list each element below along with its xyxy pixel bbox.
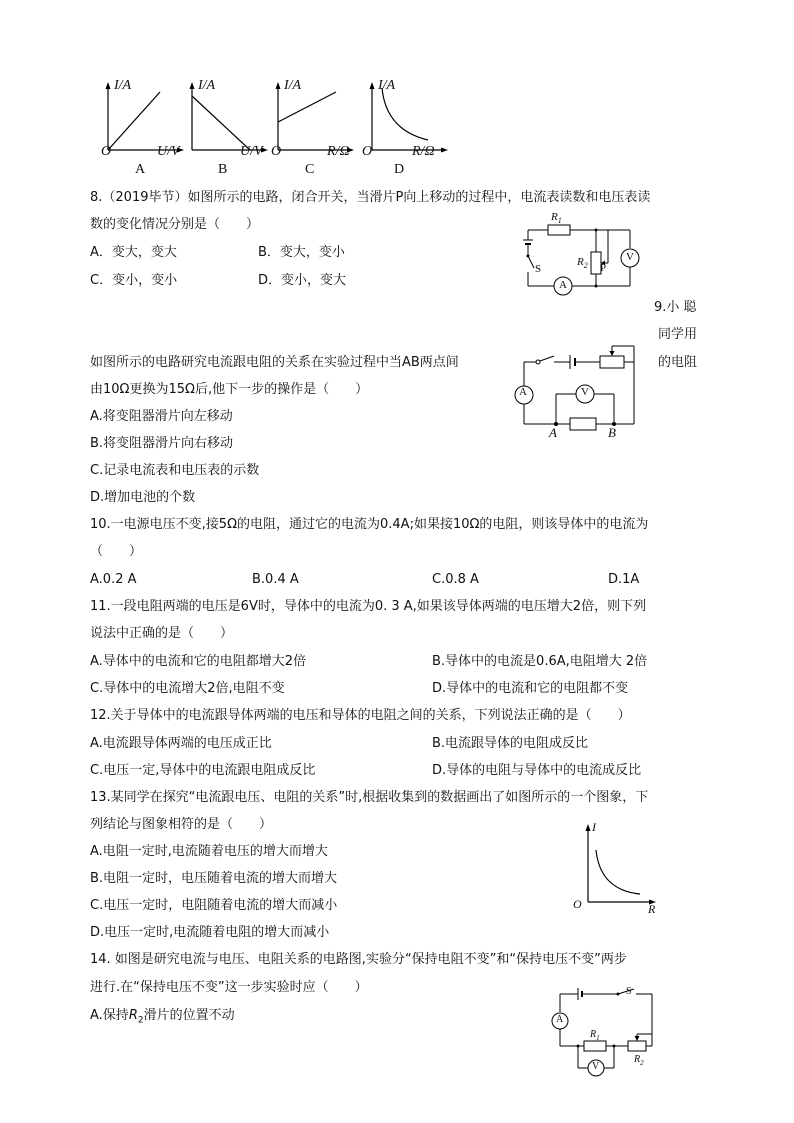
q8-s-label: S — [535, 263, 542, 275]
q14-stem-line1: 14. 如图是研究电流与电压、电阻关系的电路图,实验分“保持电阻不变”和“保持电压不变”两步 — [90, 952, 627, 967]
q9-option-c: C.记录电流表和电压表的示数 — [90, 463, 260, 478]
q13-graph — [578, 820, 658, 910]
q9-point-b-label: B — [608, 425, 616, 440]
q9-option-a: A.将变阻器滑片向左移动 — [90, 409, 233, 424]
q11-option-a: A.导体中的电流和它的电阻都增大2倍 — [90, 654, 307, 669]
q11-stem-line1: 11.一段电阻两端的电压是6V时，导体中的电流为0. 3 A,如果该导体两端的电压增大2倍，则下列 — [90, 599, 647, 614]
graph-c-ylabel: I/A — [284, 78, 302, 93]
q9-option-b: B.将变阻器滑片向右移动 — [90, 436, 234, 451]
q9-number: 9.小 聪 — [654, 300, 697, 315]
graph-c-xlabel: R/Ω — [327, 144, 350, 159]
q8-option-b: B．变大，变小 — [258, 245, 345, 260]
q8-voltmeter-label: V — [626, 251, 634, 263]
q14-r2-label: $R_2$ — [634, 1054, 644, 1067]
q10-option-c: C.0.8 A — [432, 572, 479, 587]
q12-option-d: D.导体的电阻与导体中的电流成反比 — [432, 763, 642, 778]
q13-option-b: B.电阻一定时，电压随着电流的增大而增大 — [90, 871, 338, 886]
q13-graph-xlabel: R — [648, 902, 656, 916]
q14-switch-label: S — [626, 986, 632, 997]
q14-ammeter-label: A — [556, 1014, 564, 1025]
q9-ammeter-label: A — [519, 386, 527, 398]
q9-stem-right-line2: 同学用 — [658, 327, 698, 342]
q14-option-a: A.保持$R_2$滑片的位置不动 — [90, 1008, 235, 1026]
q8-ammeter-label: A — [559, 279, 567, 291]
q9-stem-line1: 如图所示的电路研究电流跟电阻的关系在实验过程中当AB两点间 — [90, 355, 459, 370]
q10-option-d: D.1A — [608, 572, 640, 587]
q11-option-d: D.导体中的电流和它的电阻都不变 — [432, 681, 629, 696]
q13-stem-line1: 13.某同学在探究“电流跟电压、电阻的关系”时,根据收集到的数据画出了如图所示的一个图象，下 — [90, 790, 649, 805]
q12-stem: 12.关于导体中的电流跟导体两端的电压和导体的电阻之间的关系，下列说法正确的是（ ） — [90, 708, 631, 723]
graph-a-ylabel: I/A — [114, 78, 132, 93]
q13-graph-origin: O — [573, 897, 582, 911]
q8-r2-label: $R_2$ — [577, 256, 588, 271]
q14-circuit-diagram — [548, 984, 668, 1080]
q14-voltmeter-label: V — [592, 1061, 600, 1072]
q10-option-a: A.0.2 A — [90, 572, 137, 587]
graph-d-origin: O — [362, 144, 373, 159]
q8-p-label: P — [600, 262, 607, 274]
q14-stem-line2: 进行.在“保持电压不变”这一步实验时应（ ） — [90, 980, 368, 995]
q9-stem-line2: 由10Ω更换为15Ω后,他下一步的操作是（ ） — [90, 382, 369, 397]
graph-d-ylabel: I/A — [378, 78, 396, 93]
q10-option-b: B.0.4 A — [252, 572, 299, 587]
graph-d — [360, 78, 450, 178]
q14-r1-label: $R_1$ — [590, 1029, 600, 1042]
q9-option-d: D.增加电池的个数 — [90, 490, 196, 505]
q8-stem-line1: 8.（2019毕节）如图所示的电路，闭合开关，当滑片P向上移动的过程中，电流表读数和电压表读 — [90, 190, 651, 205]
q8-option-a: A．变大，变大 — [90, 245, 177, 260]
q9-circuit-diagram — [508, 340, 648, 440]
q9-voltmeter-label: V — [581, 386, 589, 398]
q11-option-b: B.导体中的电流是0.6A,电阻增大 2倍 — [432, 654, 648, 669]
graph-a-origin: O — [101, 144, 112, 159]
q8-option-c: C．变小，变小 — [90, 273, 178, 288]
graph-b-caption: B — [218, 162, 228, 177]
graph-c-origin: O — [271, 144, 282, 159]
q8-stem-line2: 数的变化情况分别是（ ） — [90, 217, 260, 232]
q8-r1-label: $R_1$ — [551, 211, 562, 226]
graph-d-xlabel: R/Ω — [412, 144, 435, 159]
graph-b-ylabel: I/A — [198, 78, 216, 93]
q11-stem-line2: 说法中正确的是（ ） — [90, 626, 234, 641]
q9-point-a-label: A — [549, 425, 557, 440]
graph-c-caption: C — [305, 162, 315, 177]
graph-a-caption: A — [135, 162, 146, 177]
q12-option-a: A.电流跟导体两端的电压成正比 — [90, 736, 272, 751]
q12-option-c: C.电压一定,导体中的电流跟电阻成反比 — [90, 763, 316, 778]
graph-d-caption: D — [394, 162, 405, 177]
q13-graph-ylabel: I — [592, 820, 596, 834]
q11-option-c: C.导体中的电流增大2倍,电阻不变 — [90, 681, 285, 696]
q13-option-c: C.电压一定时，电阻随着电流的增大而减小 — [90, 898, 338, 913]
q8-option-d: D．变小，变大 — [258, 273, 347, 288]
q13-stem-line2: 列结论与图象相符的是（ ） — [90, 817, 273, 832]
q13-option-a: A.电阻一定时,电流随着电压的增大而增大 — [90, 844, 328, 859]
q10-stem-line1: 10.一电源电压不变,接5Ω的电阻，通过它的电流为0.4A;如果接10Ω的电阻，则该导体中的电流为 — [90, 517, 649, 532]
q9-stem-right-line3: 的电阻 — [658, 355, 698, 370]
graph-b-xlabel: U/V — [240, 144, 263, 159]
graph-a-xlabel: U/V — [157, 144, 180, 159]
q12-option-b: B.电流跟导体的电阻成反比 — [432, 736, 589, 751]
q13-option-d: D.电压一定时,电流随着电阻的增大而减小 — [90, 925, 330, 940]
q10-stem-line2: （ ） — [90, 544, 143, 559]
